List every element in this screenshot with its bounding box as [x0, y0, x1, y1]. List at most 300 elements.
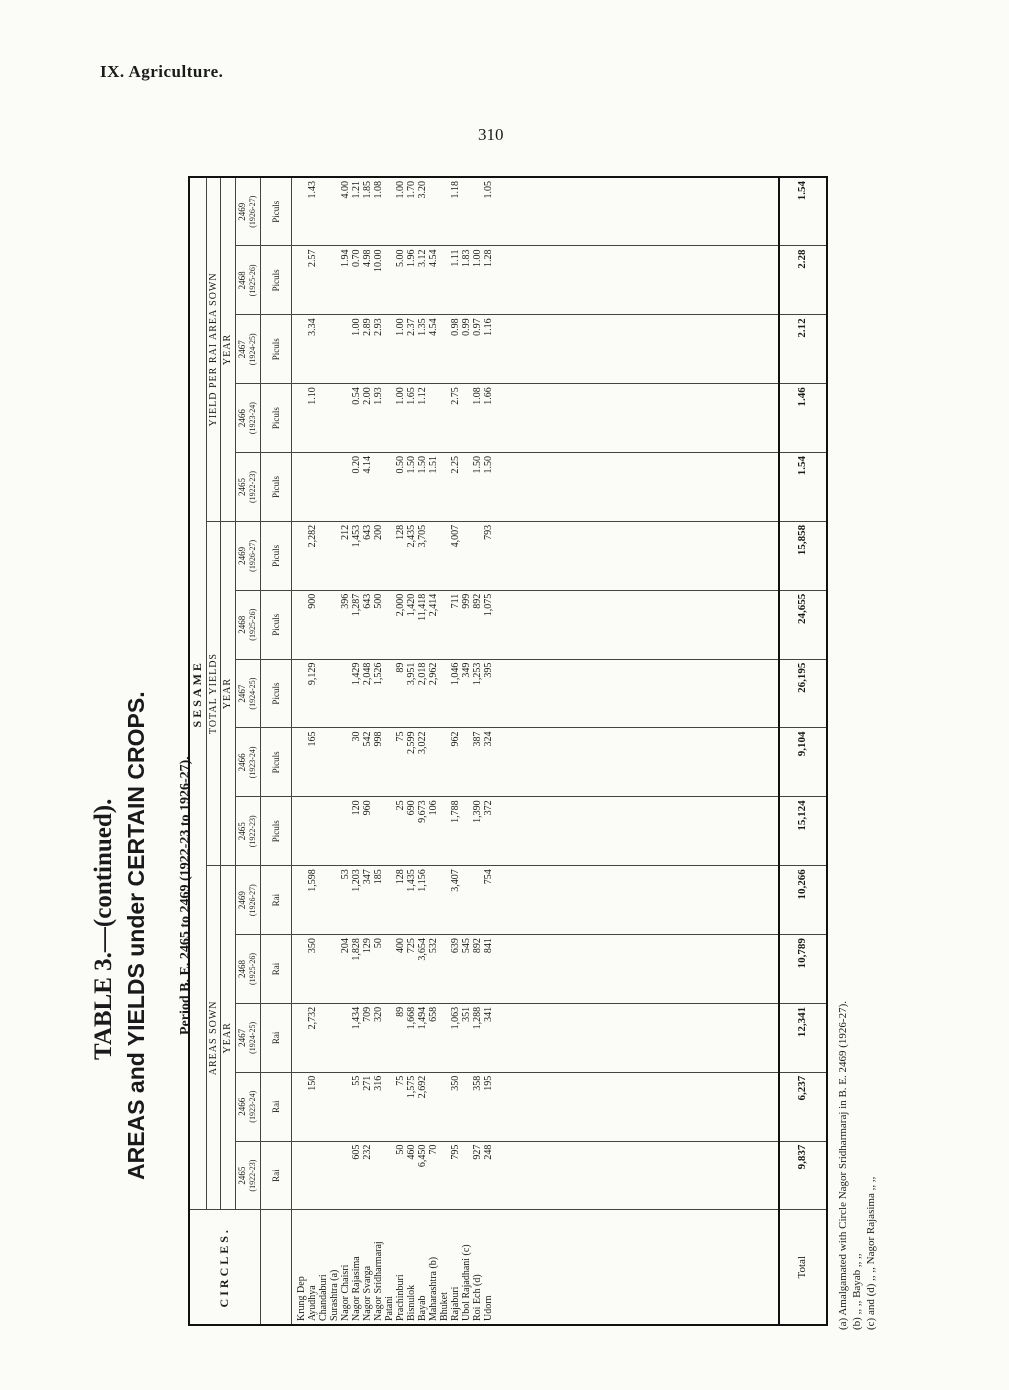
data-value: 1.65 [406, 387, 418, 405]
data-value [461, 731, 472, 793]
data-value: 50 [395, 1144, 407, 1155]
data-value: 204 [340, 938, 352, 954]
data-value [329, 1145, 340, 1207]
data-value: 248 [483, 1144, 495, 1160]
data-value [384, 249, 395, 311]
data-value: 545 [461, 938, 473, 954]
total-value: 10,789 [779, 935, 827, 1004]
data-value: 1.51 [428, 456, 440, 474]
data-value: 500 [373, 593, 385, 609]
data-value: 2,732 [307, 1006, 319, 1030]
year-ad: (1925-26) [247, 608, 257, 641]
footnote: (c) and (d) ,, ,, Nagor Rajasima ,, ,, [865, 1176, 877, 1330]
total-value: 1.54 [779, 453, 827, 522]
data-value: 320 [373, 1006, 385, 1022]
data-value [384, 1076, 395, 1138]
data-value: 793 [483, 524, 495, 540]
data-value [318, 663, 329, 725]
year-header-cell [235, 1003, 260, 1072]
data-value [439, 318, 450, 380]
data-value: 460 [406, 1144, 418, 1160]
per_rai-column [292, 315, 779, 384]
year-be: 2468 [236, 960, 247, 978]
data-value: 725 [406, 938, 418, 954]
year-header-cell [235, 797, 260, 866]
data-value [296, 387, 307, 449]
year-ad: (1924-25) [247, 677, 257, 710]
data-value: 2,962 [428, 662, 440, 686]
data-value [329, 456, 340, 518]
data-value: 3.12 [417, 249, 429, 267]
year-be: 2466 [236, 409, 247, 428]
year-ad: (1923-24) [247, 402, 257, 435]
data-value: 4,007 [450, 524, 462, 548]
circle-name: Nagor Sridharmaraj [373, 1241, 385, 1321]
data-value [329, 1007, 340, 1069]
data-value [296, 800, 307, 862]
data-value [329, 318, 340, 380]
circle-name: Surashtra (a) [329, 1269, 341, 1321]
footnotes [836, 770, 878, 1330]
data-value: 3,654 [417, 938, 429, 961]
unit-cell: Piculs [260, 246, 291, 315]
data-value: 3,407 [450, 869, 462, 892]
areas-column [292, 866, 779, 935]
data-value: 1.94 [340, 249, 352, 267]
total-value: 9,104 [779, 728, 827, 797]
data-value: 2.75 [450, 387, 462, 405]
data-value [439, 594, 450, 656]
circle-name: Krung Dep [296, 1276, 308, 1321]
data-value: 1,156 [417, 869, 429, 892]
data-value: 349 [461, 662, 473, 678]
data-value: 1,253 [472, 662, 484, 686]
total-value: 10,266 [779, 866, 827, 935]
data-value [329, 1076, 340, 1138]
data-value: 3,951 [406, 662, 418, 686]
data-value: 0.98 [450, 318, 462, 336]
data-value [384, 1145, 395, 1207]
data-value: 316 [373, 1075, 385, 1091]
data-value: 25 [395, 800, 407, 811]
data-value: 1,075 [483, 593, 495, 617]
data-value: 1,390 [472, 800, 484, 823]
data-value: 351 [461, 1006, 473, 1022]
data-value [384, 387, 395, 449]
data-value: 927 [472, 1144, 484, 1160]
data-value: 10.00 [373, 249, 385, 272]
data-value [329, 249, 340, 311]
data-value [318, 318, 329, 380]
data-value [461, 181, 472, 242]
circles-header: CIRCLES. [189, 1210, 260, 1325]
data-value: 1,453 [351, 524, 363, 548]
data-value: 4.54 [428, 318, 440, 336]
data-value [340, 731, 351, 793]
data-value: 4.54 [428, 249, 440, 267]
year-header-cell [235, 935, 260, 1004]
data-value [384, 525, 395, 587]
data-value: 1.16 [483, 318, 495, 336]
data-value [439, 387, 450, 449]
data-value: 1.11 [450, 249, 462, 267]
data-value [296, 181, 307, 242]
data-value: 1.43 [307, 181, 319, 199]
year-be: 2468 [236, 615, 247, 634]
circle-name: Bayab [417, 1295, 429, 1321]
data-value [329, 869, 340, 931]
unit-cell: Piculs [260, 315, 291, 384]
data-value [318, 525, 329, 587]
year-ad: (1925-26) [247, 953, 257, 985]
data-value: 396 [340, 593, 352, 609]
data-value [318, 800, 329, 862]
data-value [340, 663, 351, 725]
unit-cell: Piculs [260, 590, 291, 659]
data-value: 1.28 [483, 249, 495, 267]
data-value: 1,598 [307, 869, 319, 892]
data-value: 0.99 [461, 318, 473, 336]
year-ad: (1922-23) [247, 470, 257, 503]
data-value [329, 800, 340, 862]
yields-column [292, 797, 779, 866]
data-value [329, 387, 340, 449]
data-value: 1.05 [483, 181, 495, 199]
data-value: 532 [428, 938, 440, 954]
data-value [461, 1076, 472, 1138]
total-value: 15,124 [779, 797, 827, 866]
data-value: 1.70 [406, 181, 418, 199]
data-value: 75 [395, 731, 407, 742]
unit-cell: Piculs [260, 177, 291, 246]
data-value: 542 [362, 731, 374, 747]
data-value: 55 [351, 1075, 363, 1086]
unit-cell: Piculs [260, 659, 291, 728]
data-value [329, 731, 340, 793]
areas-column [292, 1141, 779, 1210]
data-value [439, 1007, 450, 1069]
unit-cell: Rai [260, 1003, 291, 1072]
per_rai-column [292, 177, 779, 246]
data-value [384, 663, 395, 725]
data-value: 1.50 [483, 456, 495, 474]
data-value: 1.21 [351, 181, 363, 199]
data-value: 1.08 [472, 387, 484, 405]
data-value [296, 456, 307, 518]
data-value [296, 594, 307, 656]
data-value: 962 [450, 731, 462, 747]
data-value: 711 [450, 593, 462, 609]
data-value: 998 [373, 731, 385, 747]
year-be: 2467 [236, 340, 247, 359]
data-value: 3,705 [417, 524, 429, 548]
data-value: 0.97 [472, 318, 484, 336]
data-value [428, 869, 439, 931]
data-value: 1.00 [395, 387, 407, 405]
data-value [384, 731, 395, 793]
total-value: 2.28 [779, 246, 827, 315]
total-value: 1.46 [779, 384, 827, 453]
year-ad: (1924-25) [247, 1021, 257, 1054]
year-ad: (1926-27) [247, 884, 257, 917]
data-value: 53 [340, 869, 352, 880]
data-value: 4.00 [340, 181, 352, 199]
data-value: 212 [340, 524, 352, 540]
year-header-cell [235, 1072, 260, 1141]
circle-name: Ubol Rajadhani (c) [461, 1244, 473, 1321]
areas-year-header: YEAR [221, 866, 236, 1210]
sesame-table [188, 176, 828, 1326]
data-value [461, 387, 472, 449]
data-value: 185 [373, 869, 385, 885]
total-value: 12,341 [779, 1003, 827, 1072]
data-value [340, 1007, 351, 1069]
year-header-cell [235, 177, 260, 246]
circle-name: Patani [384, 1296, 396, 1321]
circle-name: Chandaburi [318, 1274, 330, 1321]
per_rai-column [292, 246, 779, 315]
data-value [472, 181, 483, 242]
data-value [384, 938, 395, 1000]
data-value [340, 456, 351, 518]
unit-cell: Piculs [260, 797, 291, 866]
data-value: 2,000 [395, 593, 407, 617]
data-value: 2.00 [362, 387, 374, 405]
circle-name: Prachinburi [395, 1274, 407, 1321]
footnotes-wrapper [836, 770, 896, 1330]
data-value: 1,494 [417, 1006, 429, 1030]
data-value [428, 181, 439, 242]
data-value: 120 [351, 800, 363, 816]
data-value [384, 456, 395, 518]
yields-year-header: YEAR [221, 521, 236, 865]
total-value: 2.12 [779, 315, 827, 384]
data-value [472, 525, 483, 587]
data-value: 341 [483, 1006, 495, 1022]
data-value: 1.50 [406, 456, 418, 474]
data-value: 50 [373, 938, 385, 949]
data-row [292, 177, 779, 1325]
data-value [439, 800, 450, 862]
per_rai-column [292, 384, 779, 453]
yields-column [292, 590, 779, 659]
data-value [307, 1145, 318, 1207]
data-value: 892 [472, 938, 484, 954]
data-value [384, 800, 395, 862]
total-yields-header: TOTAL YIELDS [206, 521, 221, 865]
unit-cell: Piculs [260, 384, 291, 453]
areas-column [292, 935, 779, 1004]
data-value [296, 869, 307, 931]
data-value [340, 1076, 351, 1138]
year-be: 2469 [236, 546, 247, 565]
data-value: 150 [307, 1075, 319, 1091]
year-header-cell [235, 315, 260, 384]
data-value [461, 456, 472, 518]
data-value: 1,429 [351, 662, 363, 686]
year-be: 2469 [236, 202, 247, 221]
total-value: 1.54 [779, 177, 827, 246]
data-value: 11,418 [417, 593, 429, 621]
data-value [296, 318, 307, 380]
year-ad: (1924-25) [247, 333, 257, 366]
data-value: 2.93 [373, 318, 385, 336]
data-value: 1.93 [373, 387, 385, 405]
data-value: 1.50 [472, 456, 484, 474]
data-value: 106 [428, 800, 440, 816]
data-value: 2.25 [450, 456, 462, 474]
data-value: 2,018 [417, 662, 429, 686]
data-value: 1.00 [472, 249, 484, 267]
year-ad: (1923-24) [247, 746, 257, 779]
data-value: 1,288 [472, 1006, 484, 1030]
unit-row [260, 177, 291, 1325]
data-value [318, 869, 329, 931]
data-value: 4.14 [362, 456, 374, 474]
year-ad: (1925-26) [247, 264, 257, 297]
data-value: 1,420 [406, 593, 418, 617]
circle-name: Nagor Chaisri [340, 1264, 352, 1321]
data-value: 1.10 [307, 387, 319, 405]
total-value: 6,237 [779, 1072, 827, 1141]
data-value [318, 249, 329, 311]
areas-sown-header: AREAS SOWN [206, 866, 221, 1210]
data-value [428, 525, 439, 587]
year-header-cell [235, 590, 260, 659]
data-value [296, 938, 307, 1000]
data-value: 754 [483, 869, 495, 885]
circle-name: Roi Ech (d) [472, 1274, 484, 1321]
data-value: 9,673 [417, 800, 429, 823]
data-value: 324 [483, 731, 495, 747]
data-value [439, 731, 450, 793]
data-value: 2,048 [362, 662, 374, 686]
data-value: 3.34 [307, 318, 319, 336]
data-value: 1.00 [351, 318, 363, 336]
data-value [373, 1145, 384, 1207]
data-value [373, 456, 384, 518]
data-value [384, 1007, 395, 1069]
data-value: 400 [395, 938, 407, 954]
unit-cell: Rai [260, 1072, 291, 1141]
year-header-cell [235, 659, 260, 728]
circle-name: Nagor Rajasima [351, 1256, 363, 1321]
total-value: 24,655 [779, 590, 827, 659]
circle-name: Maharashtra (b) [428, 1256, 440, 1321]
data-value [318, 938, 329, 1000]
data-value: 999 [461, 593, 473, 609]
data-value: 350 [307, 938, 319, 954]
data-value: 1.35 [417, 318, 429, 336]
data-value: 30 [351, 731, 363, 742]
table-titles [40, 180, 193, 1240]
total-value: 15,858 [779, 521, 827, 590]
data-value: 2,692 [417, 1075, 429, 1099]
data-value [329, 938, 340, 1000]
year-header-cell [235, 1141, 260, 1210]
data-value: 1.18 [450, 181, 462, 199]
year-header-cell [235, 384, 260, 453]
year-header-cell [235, 728, 260, 797]
footnote: (a) Amalgamated with Circle Nagor Sridharmaraj in B. E. 2469 (1926-27). [837, 1001, 849, 1330]
year-header-cell [235, 866, 260, 935]
data-value [461, 869, 472, 931]
data-value [340, 318, 351, 380]
data-value [461, 800, 472, 862]
data-value: 1,434 [351, 1006, 363, 1030]
total-value: 9,837 [779, 1141, 827, 1210]
circle-name: Bhuket [439, 1292, 451, 1321]
data-value: 1,575 [406, 1075, 418, 1099]
data-value [318, 731, 329, 793]
data-value [439, 663, 450, 725]
areas-column [292, 1072, 779, 1141]
data-value: 658 [428, 1006, 440, 1022]
data-value: 1.83 [461, 249, 473, 267]
data-value [329, 594, 340, 656]
year-be: 2465 [236, 822, 247, 841]
data-value: 347 [362, 869, 374, 885]
data-value [318, 181, 329, 242]
data-value: 639 [450, 938, 462, 954]
circle-name: Nagor Svarga [362, 1265, 374, 1321]
data-value [318, 387, 329, 449]
data-value: 605 [351, 1144, 363, 1160]
data-value: 2,282 [307, 524, 319, 548]
footnote: (b) ,, ,, Bayab ,, ,, [851, 1253, 863, 1330]
year-header-cell [235, 246, 260, 315]
unit-cell: Piculs [260, 728, 291, 797]
table-title: TABLE 3.—(continued). [90, 798, 117, 1060]
data-value: 9,129 [307, 662, 319, 686]
data-value: 6,450 [417, 1144, 429, 1168]
data-value: 1.50 [417, 456, 429, 474]
data-value [439, 1145, 450, 1207]
data-value [461, 1145, 472, 1207]
data-value [296, 525, 307, 587]
data-value: 2.57 [307, 249, 319, 267]
data-value [318, 1145, 329, 1207]
data-value: 4.98 [362, 249, 374, 267]
year-be: 2469 [236, 891, 247, 910]
data-value: 690 [406, 800, 418, 816]
data-value: 1,828 [351, 938, 363, 961]
data-value: 165 [307, 731, 319, 747]
data-value: 1,526 [373, 662, 385, 686]
circle-name: Bisnulok [406, 1284, 418, 1321]
data-value [296, 1007, 307, 1069]
data-value: 195 [483, 1075, 495, 1091]
data-value [384, 318, 395, 380]
data-value [340, 1145, 351, 1207]
data-value: 1.12 [417, 387, 429, 405]
data-value [384, 869, 395, 931]
data-value: 2.37 [406, 318, 418, 336]
data-value: 643 [362, 524, 374, 540]
data-value [329, 525, 340, 587]
unit-cell: Rai [260, 935, 291, 1004]
data-value: 200 [373, 524, 385, 540]
year-header-cell [235, 521, 260, 590]
data-value: 2,599 [406, 731, 418, 754]
data-value: 1.00 [395, 318, 407, 336]
data-value [472, 869, 483, 931]
circle-name: Udorn [483, 1295, 495, 1321]
data-value [461, 525, 472, 587]
data-value [329, 663, 340, 725]
data-value: 395 [483, 662, 495, 678]
year-be: 2467 [236, 1028, 247, 1047]
